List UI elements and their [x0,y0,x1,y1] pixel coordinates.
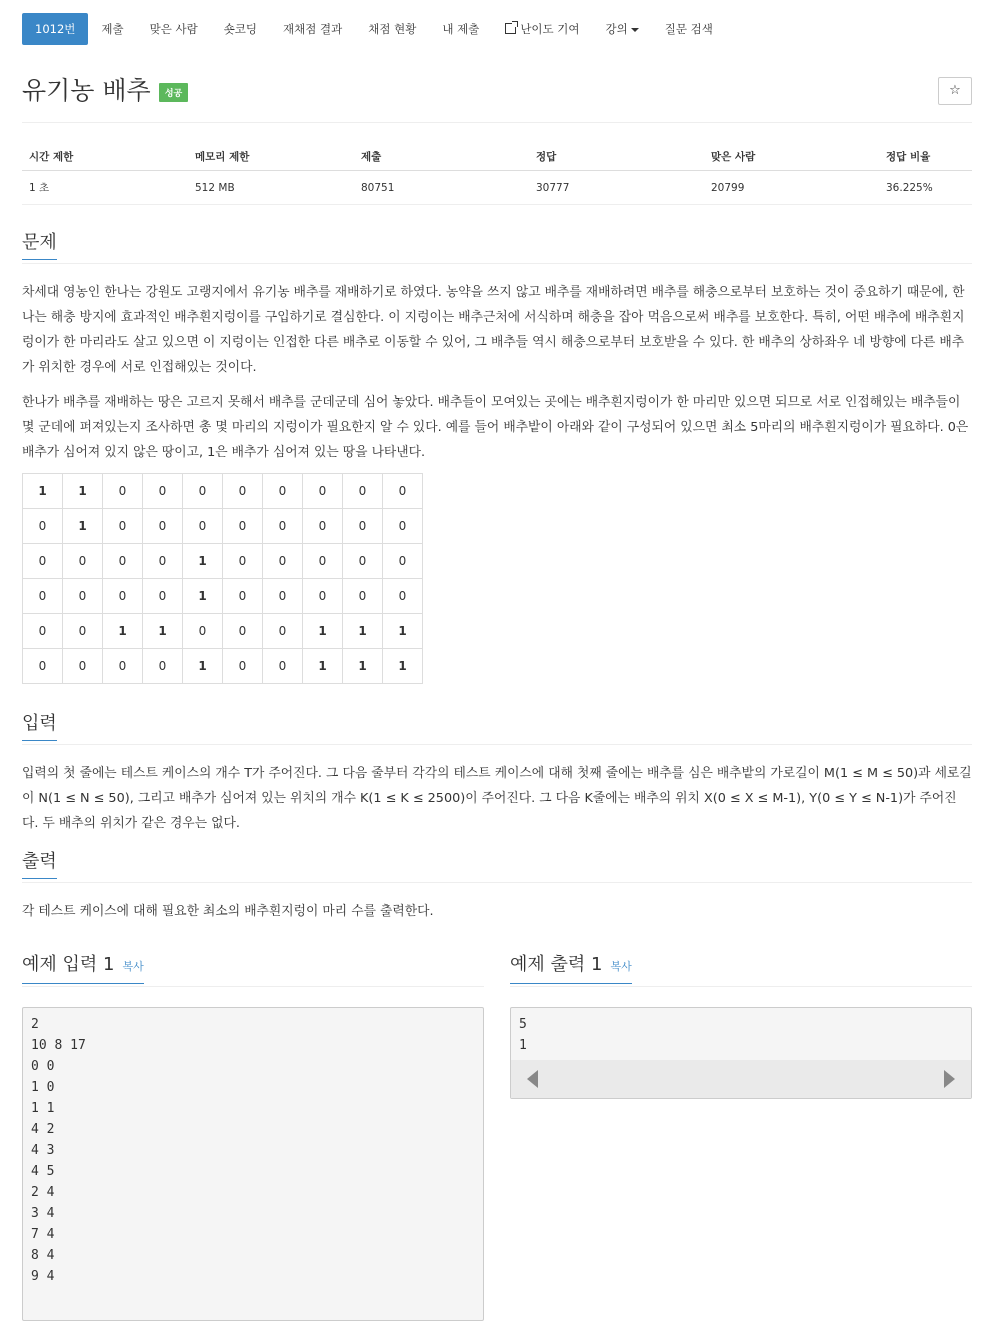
input-section-header [22,710,972,745]
grid-row [23,579,423,614]
scroll-left-arrow-icon[interactable] [527,1070,538,1088]
grid-cell: 0 [303,544,343,579]
grid-cell: 1 [183,579,223,614]
problem-info-table [22,143,972,205]
grid-cell: 0 [23,509,63,544]
grid-row [23,649,423,684]
title-row [22,76,972,123]
grid-cell: 0 [383,579,423,614]
info-value: 1 초 [22,171,188,205]
grid-cell: 0 [23,579,63,614]
grid-cell: 1 [103,614,143,649]
grid-cell: 0 [63,544,103,579]
problem-section-title: 문제 [22,229,57,260]
example-input-title [22,950,144,984]
scroll-right-arrow-icon[interactable] [944,1070,955,1088]
grid-row [23,544,423,579]
grid-cell: 0 [343,509,383,544]
nav-submit[interactable]: 제출 [101,22,124,36]
nav-problem-number[interactable]: 1012번 [22,13,88,45]
grid-cell: 0 [143,474,183,509]
info-header: 제출 [354,143,529,171]
example-input-code: 2 10 8 17 0 0 1 0 1 1 4 2 4 3 4 5 2 4 3 4 7 4 8 4 9 4 [22,1007,484,1321]
problem-section-header [22,229,972,264]
grid-cell: 0 [383,509,423,544]
info-value-row [22,171,972,205]
grid-cell: 0 [183,474,223,509]
grid-cell: 0 [303,579,343,614]
problem-paragraph-2: 한나가 배추를 재배하는 땅은 고르지 못해서 배추를 군데군데 심어 놓았다. 배추들이 모여있는 곳에는 배추흰지렁이가 한 마리만 있으면 되므로 서로 인접해있는 배추들이 몇 군데에 퍼져있는지 조사하면 총 몇 마리의 지렁이가 필요한지 알 수 있다. 예를 들어 배추밭이 아래와 같이 구성되어 있으면 최소 5마리의 배추흰지렁이가 필요하다. 0은 배추가 심어져 있지 않은 땅이고, 1은 배추가 심어져 있는 땅을 나타낸다. [22,395,969,460]
grid-cell: 0 [183,509,223,544]
info-value: 36.225% [879,171,972,205]
grid-cell: 0 [263,544,303,579]
grid-cell: 0 [223,614,263,649]
copy-input-button[interactable]: 복사 [122,960,144,973]
grid-cell: 0 [103,544,143,579]
nav-my-submissions[interactable]: 내 제출 [442,22,480,36]
example-input-header [22,950,484,987]
nav-short-coding[interactable]: 숏코딩 [223,22,258,36]
grid-cell: 0 [183,614,223,649]
star-icon: ☆ [949,83,961,98]
grid-cell: 0 [303,474,343,509]
problem-paragraph-1: 차세대 영농인 한나는 강원도 고랭지에서 유기농 배추를 재배하기로 하였다. 농약을 쓰지 않고 배추를 재배하려면 배추를 해충으로부터 보호하는 것이 중요하기 때문에, 한나는 해충 방지에 효과적인 배추흰지렁이를 구입하기로 결심한다. 이 지렁이는 배추근처에 서식하며 해충을 잡아 먹음으로써 배추를 보호한다. 특히, 어떤 배추에 배추흰지렁이가 한 마리라도 살고 있으면 이 지렁이는 인접한 다른 배추로 이동할 수 있어, 그 배추들 역시 해충으로부터 보호받을 수 있다. 한 배추의 상하좌우 네 방향에 다른 배추가 위치한 경우에 서로 인접해있는 것이다. [22,285,965,375]
info-header: 정답 [529,143,704,171]
grid-cell: 0 [343,579,383,614]
grid-cell: 1 [63,509,103,544]
grid-cell: 0 [223,579,263,614]
example-output-title [510,950,632,984]
example-output-text: 5 1 [519,1017,527,1053]
grid-row [23,509,423,544]
status-badge: 성공 [159,83,188,102]
info-value: 80751 [354,171,529,205]
example-input-title-text: 예제 입력 1 [22,954,115,975]
nav-question-search[interactable]: 질문 검색 [664,22,713,36]
grid-cell: 0 [143,579,183,614]
nav-difficulty-label: 난이도 기여 [520,22,580,36]
grid-cell: 1 [183,544,223,579]
input-description: 입력의 첫 줄에는 테스트 케이스의 개수 T가 주어진다. 그 다음 줄부터 각각의 테스트 케이스에 대해 첫째 줄에는 배추를 심은 배추밭의 가로길이 M(1 ≤ M ≤ 50)과 세로길이 N(1 ≤ N ≤ 50), 그리고 배추가 심어져 있는 위치의 개수 K(1 ≤ K ≤ 2500)이 주어진다. 그 다음 K줄에는 배추의 위치 X(0 ≤ X ≤ M-1), Y(0 ≤ Y ≤ N-1)가 주어진다. 두 배추의 위치가 같은 경우는 없다. [22,766,972,831]
grid-cell: 1 [343,614,383,649]
info-header: 맞은 사람 [704,143,879,171]
grid-cell: 0 [223,474,263,509]
grid-cell: 0 [343,474,383,509]
example-output-panel [510,950,972,1321]
grid-cell: 0 [383,544,423,579]
grid-cell: 0 [23,649,63,684]
page-title: 유기농 배추 [22,76,151,105]
grid-cell: 1 [23,474,63,509]
info-header: 메모리 제한 [188,143,354,171]
grid-cell: 0 [63,614,103,649]
info-header-row [22,143,972,171]
grid-cell: 0 [103,579,143,614]
grid-cell: 0 [383,474,423,509]
grid-cell: 1 [303,614,343,649]
nav-judge-status[interactable]: 채점 현황 [368,22,417,36]
problem-nav [22,14,972,44]
output-section-title: 출력 [22,848,57,879]
grid-cell: 0 [63,649,103,684]
grid-cell: 0 [343,544,383,579]
grid-cell: 1 [143,614,183,649]
grid-cell: 0 [263,614,303,649]
example-output-header [510,950,972,987]
grid-cell: 0 [103,649,143,684]
grid-cell: 0 [303,509,343,544]
grid-cell: 0 [223,649,263,684]
grid-cell: 1 [303,649,343,684]
info-value: 20799 [704,171,879,205]
example-output-title-text: 예제 출력 1 [510,954,603,975]
grid-row [23,614,423,649]
info-value: 512 MB [188,171,354,205]
info-value: 30777 [529,171,704,205]
grid-cell: 0 [103,474,143,509]
grid-cell: 1 [183,649,223,684]
grid-cell: 1 [383,614,423,649]
example-output-code [510,1007,972,1099]
grid-cell: 0 [143,649,183,684]
grid-cell: 0 [143,509,183,544]
caret-down-icon [631,28,639,32]
grid-cell: 0 [23,544,63,579]
grid-cell: 0 [263,474,303,509]
nav-lectures-label: 강의 [605,22,628,36]
external-link-icon [505,23,516,34]
grid-cell: 0 [263,509,303,544]
info-header: 정답 비율 [879,143,972,171]
copy-output-button[interactable]: 복사 [610,960,632,973]
grid-cell: 0 [63,579,103,614]
star-button[interactable] [938,77,972,105]
output-section-header [22,848,972,883]
info-header: 시간 제한 [22,143,188,171]
nav-rejudge-results[interactable]: 재채점 결과 [283,22,343,36]
grid-cell: 0 [223,544,263,579]
grid-cell: 0 [23,614,63,649]
grid-cell: 1 [63,474,103,509]
cabbage-field-grid [22,473,423,684]
input-section-title: 입력 [22,710,57,741]
nav-accepted-users[interactable]: 맞은 사람 [149,22,198,36]
grid-cell: 0 [103,509,143,544]
examples-row [22,950,972,1321]
grid-cell: 0 [263,649,303,684]
example-input-panel [22,950,484,1321]
grid-cell: 1 [343,649,383,684]
grid-cell: 0 [223,509,263,544]
horizontal-scrollbar[interactable] [511,1060,971,1098]
grid-cell: 0 [143,544,183,579]
grid-cell: 1 [383,649,423,684]
grid-cell: 0 [263,579,303,614]
grid-row [23,474,423,509]
output-description: 각 테스트 케이스에 대해 필요한 최소의 배추흰지렁이 마리 수를 출력한다. [22,904,434,919]
nav-difficulty-contribution[interactable] [492,13,592,45]
nav-lectures-dropdown[interactable] [593,13,652,45]
